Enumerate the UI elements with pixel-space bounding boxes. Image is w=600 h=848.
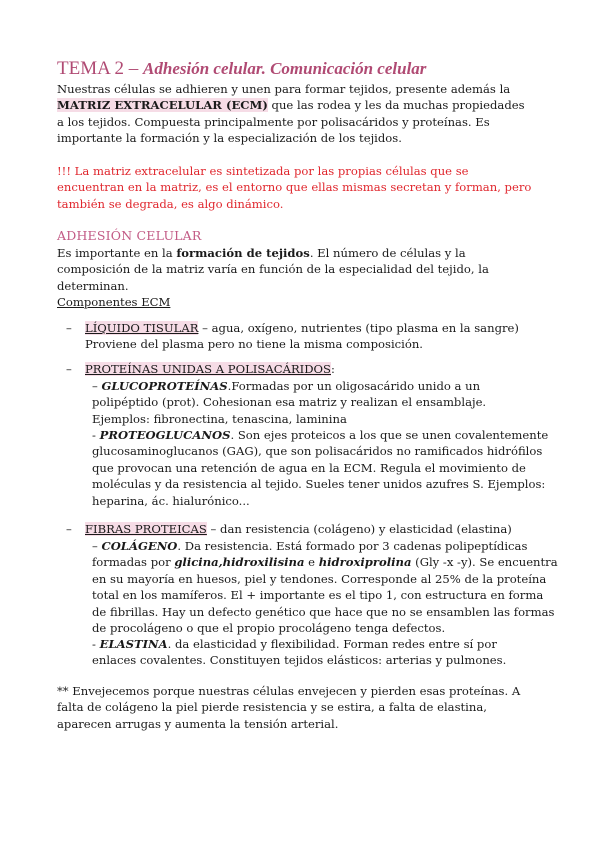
colageno-paragraph [92,538,558,636]
liquido-label: LÍQUIDO TISULAR [85,321,199,335]
glyco-text: .Formadas por un oligosacárido unido a un polipéptido (prot). Cohesionan esa matriz y realizan el ensamblaje. Ejemplos: fibronectina, tenascina, laminina [92,379,487,426]
bullet-dash: – [66,362,72,376]
title-prefix: TEMA 2 – [57,58,144,79]
adhesion-text-2: . El número de células y la composición de la matriz varía en función de la especialidad del tejido, la determinan. [57,246,489,293]
ela-prefix: - [92,637,100,651]
footnote-paragraph: ** Envejecemos porque nuestras células envejecen y pierden esas proteínas. A falta de colágeno la piel pierde resistencia y se estira, a falta de elastina, aparecen arrugas y aumenta la tensión arterial. [57,684,521,731]
bullet-dash: – [66,522,72,536]
page-title [57,58,426,80]
col-bold-2: hidroxiprolina [318,555,412,570]
proteoglucanos-paragraph [92,427,552,509]
proteo-label: PROTEOGLUCANOS [99,428,231,442]
col-label: COLÁGENO [101,539,178,553]
adhesion-heading: ADHESIÓN CELULAR [57,228,202,243]
adhesion-bold: formación de tejidos [176,246,310,260]
fibras-label: FIBRAS PROTEICAS [85,522,207,536]
col-text-1: . Da resistencia. Está formado por 3 cadenas polipeptídicas formadas por [92,539,528,570]
bullet-dash: – [66,321,72,335]
proteo-prefix: - [92,428,100,442]
warning-paragraph: !!! La matriz extracelular es sintetizada por las propias células que se encuentran en la matriz, es el entorno que ellas mismas secretan y forman, pero también se degrada, es algo dinámico. [57,164,532,211]
adhesion-text-1: Es importante en la [57,246,177,260]
col-bold-1: glicina,hidroxilisina [174,555,305,570]
glyco-label: GLUCOPROTEÍNAS [101,379,228,393]
list-item-proteinas [85,361,555,377]
ela-text: . da elasticidad y flexibilidad. Forman redes entre sí por enlaces covalentes. Constituyen tejidos elásticos: arterias y pulmones. [92,637,507,668]
ela-label: ELASTINA [99,637,168,651]
col-text-2: e [304,555,319,570]
intro-text-1: Nuestras células se adhieren y unen para formar tejidos, presente además la [57,82,511,96]
glucoproteinas-paragraph [92,378,537,427]
intro-paragraph [57,81,532,147]
col-text-3: (Gly -x -y). Se encuentra en su mayoría en huesos, piel y tendones. Corresponde al 25% de la proteína total en los mamíferos. El + importante es el tipo 1, con estructura en forma de fibrillas. Hay un defecto genético que hace que no se ensamblen las formas de procolágeno o que el propio procolágeno tenga defectos. [92,555,558,636]
glyco-prefix: – [92,379,102,393]
title-subtitle: Adhesión celular. Comunicación celular [143,59,427,78]
components-heading: Componentes ECM [57,295,171,309]
proteinas-label: PROTEÍNAS UNIDAS A POLISACÁRIDOS [85,362,331,376]
list-item-fibras [85,521,555,537]
intro-highlight: MATRIZ EXTRACELULAR (ECM) [57,98,268,113]
proteinas-colon: : [331,362,335,376]
intro-text-2: que las rodea y les da muchas propiedades a los tejidos. Compuesta principalmente por polisacáridos y proteínas. Es importante la formación y la especialización de los tejidos. [57,98,525,146]
fibras-text: – dan resistencia (colágeno) y elasticidad (elastina) [206,522,512,536]
list-item-liquido [85,320,555,353]
elastina-paragraph [92,636,522,669]
col-prefix: – [92,539,102,553]
proteo-text: . Son ejes proteicos a los que se unen covalentemente glucosaminoglucanos (GAG), que son polisacáridos no ramificados hidrófilos que provocan una retención de agua en la ECM. Regula el movimiento de moléculas y da resistencia al tejido. Sueles tener unidos azufres S. Ejemplos: heparina, ác. hialurónico... [92,428,549,508]
adhesion-paragraph [57,245,527,294]
liquido-text: – agua, oxígeno, nutrientes (tipo plasma en la sangre) Proviene del plasma pero no tiene la misma composición. [85,321,519,352]
